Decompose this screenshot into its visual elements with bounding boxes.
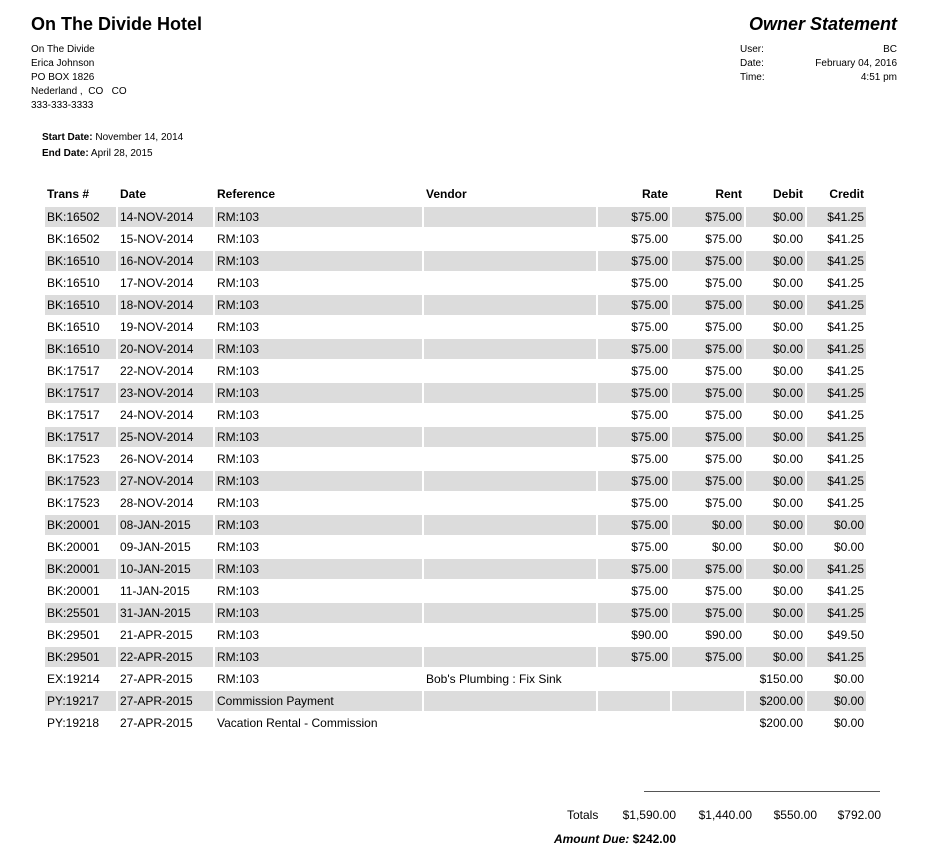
cell-rent: $0.00 xyxy=(711,540,742,554)
table-row xyxy=(45,317,866,337)
meta-value: BC xyxy=(883,44,897,55)
cell-debit: $200.00 xyxy=(759,716,803,730)
total-rent: $1,440.00 xyxy=(698,808,752,822)
table-row xyxy=(45,295,866,315)
cell-trans: BK:17517 xyxy=(47,364,100,378)
cell-rate: $75.00 xyxy=(598,647,670,667)
cell-trans: BK:17523 xyxy=(45,471,116,491)
cell-date: 28-NOV-2014 xyxy=(120,496,194,510)
col-debit: Debit xyxy=(773,187,803,201)
cell-date: 15-NOV-2014 xyxy=(120,232,194,246)
cell-rate: $75.00 xyxy=(631,452,668,466)
cell-rent: $75.00 xyxy=(705,584,742,598)
cell-trans: BK:17523 xyxy=(47,496,100,510)
cell-rate: $75.00 xyxy=(631,364,668,378)
cell-reference: RM:103 xyxy=(215,427,422,447)
table-header xyxy=(45,183,866,205)
cell-credit: $41.25 xyxy=(807,471,866,491)
cell-reference: RM:103 xyxy=(215,471,422,491)
cell-debit: $0.00 xyxy=(746,647,805,667)
cell-credit: $41.25 xyxy=(807,559,866,579)
cell-debit: $150.00 xyxy=(759,672,803,686)
cell-vendor xyxy=(424,713,596,733)
cell-rate: $75.00 xyxy=(598,251,670,271)
table-row xyxy=(45,229,866,249)
meta-date xyxy=(700,57,897,71)
cell-date: 21-APR-2015 xyxy=(120,628,193,642)
table-row xyxy=(45,273,866,293)
cell-debit: $0.00 xyxy=(772,408,803,422)
table-row xyxy=(45,559,866,579)
cell-trans: BK:16502 xyxy=(45,207,116,227)
cell-credit: $0.00 xyxy=(807,691,866,711)
cell-rent: $75.00 xyxy=(672,647,744,667)
col-rate: Rate xyxy=(641,187,668,201)
totals-divider xyxy=(644,791,880,792)
cell-rate: $75.00 xyxy=(598,515,670,535)
amount-due-value: $242.00 xyxy=(632,832,676,846)
cell-rent: $0.00 xyxy=(672,515,744,535)
cell-rate xyxy=(598,669,670,689)
cell-trans: BK:16510 xyxy=(47,276,100,290)
cell-debit: $0.00 xyxy=(746,339,805,359)
cell-vendor xyxy=(424,603,596,623)
table-row xyxy=(45,669,866,689)
table-row xyxy=(45,515,866,535)
cell-reference: RM:103 xyxy=(217,628,260,642)
col-date: Date xyxy=(120,187,147,201)
cell-trans: BK:29501 xyxy=(45,647,116,667)
cell-credit: $0.00 xyxy=(833,672,864,686)
cell-debit: $0.00 xyxy=(746,207,805,227)
cell-reference: RM:103 xyxy=(215,251,422,271)
cell-rent: $75.00 xyxy=(672,559,744,579)
end-date-label: End Date: xyxy=(42,148,89,159)
cell-reference: RM:103 xyxy=(215,603,422,623)
cell-rate: $75.00 xyxy=(631,320,668,334)
transactions-table xyxy=(43,181,868,735)
cell-rate: $75.00 xyxy=(598,383,670,403)
cell-rent: $75.00 xyxy=(672,603,744,623)
cell-credit: $41.25 xyxy=(827,276,864,290)
cell-credit: $41.25 xyxy=(827,452,864,466)
cell-credit: $41.25 xyxy=(827,496,864,510)
cell-debit: $0.00 xyxy=(746,383,805,403)
cell-date: 11-JAN-2015 xyxy=(120,584,190,598)
cell-credit: $41.25 xyxy=(807,207,866,227)
cell-reference: RM:103 xyxy=(217,584,260,598)
cell-debit: $0.00 xyxy=(746,471,805,491)
cell-rate: $75.00 xyxy=(598,427,670,447)
col-credit: Credit xyxy=(829,187,864,201)
start-date xyxy=(42,130,183,146)
cell-reference: RM:103 xyxy=(217,364,260,378)
cell-reference: RM:103 xyxy=(217,496,260,510)
cell-vendor xyxy=(424,405,596,425)
cell-debit: $0.00 xyxy=(746,603,805,623)
cell-date: 10-JAN-2015 xyxy=(118,559,213,579)
cell-rent: $75.00 xyxy=(705,276,742,290)
cell-credit: $41.25 xyxy=(807,339,866,359)
cell-debit: $0.00 xyxy=(746,251,805,271)
col-rent: Rent xyxy=(715,187,742,201)
cell-vendor xyxy=(424,515,596,535)
cell-reference: RM:103 xyxy=(215,295,422,315)
cell-date: 24-NOV-2014 xyxy=(120,408,194,422)
cell-trans: BK:20001 xyxy=(45,515,116,535)
cell-credit: $49.50 xyxy=(827,628,864,642)
cell-vendor xyxy=(424,229,596,249)
cell-reference: RM:103 xyxy=(215,339,422,359)
cell-vendor xyxy=(424,251,596,271)
hotel-name: On The Divide Hotel xyxy=(31,14,203,34)
cell-date: 23-NOV-2014 xyxy=(118,383,213,403)
address-line: 333-333-3333 xyxy=(31,100,94,111)
cell-date: 09-JAN-2015 xyxy=(120,540,191,554)
cell-date: 19-NOV-2014 xyxy=(120,320,194,334)
cell-reference: RM:103 xyxy=(215,647,422,667)
total-credit: $792.00 xyxy=(837,808,881,822)
cell-rate: $75.00 xyxy=(598,207,670,227)
cell-vendor xyxy=(424,427,596,447)
cell-date: 27-APR-2015 xyxy=(120,672,193,686)
start-date-value: November 14, 2014 xyxy=(95,132,184,143)
cell-debit: $0.00 xyxy=(772,628,803,642)
cell-vendor xyxy=(424,625,596,645)
cell-debit: $0.00 xyxy=(772,540,803,554)
cell-rent: $75.00 xyxy=(672,207,744,227)
cell-date: 20-NOV-2014 xyxy=(118,339,213,359)
cell-trans: EX:19214 xyxy=(47,672,100,686)
cell-vendor xyxy=(424,449,596,469)
cell-credit: $41.25 xyxy=(807,427,866,447)
table-row xyxy=(45,713,866,733)
cell-reference: RM:103 xyxy=(217,672,260,686)
cell-trans: BK:17517 xyxy=(45,383,116,403)
totals-label: Totals xyxy=(567,808,599,822)
cell-rate xyxy=(598,713,670,733)
cell-credit: $41.25 xyxy=(827,584,864,598)
cell-trans: BK:16510 xyxy=(47,320,100,334)
cell-trans: BK:17523 xyxy=(47,452,100,466)
cell-rate: $75.00 xyxy=(631,232,668,246)
cell-reference: RM:103 xyxy=(215,383,422,403)
meta-value: February 04, 2016 xyxy=(815,58,897,69)
cell-rent: $75.00 xyxy=(672,251,744,271)
cell-reference: RM:103 xyxy=(217,276,260,290)
meta-label: Time: xyxy=(740,72,765,83)
cell-debit: $0.00 xyxy=(746,295,805,315)
cell-vendor xyxy=(424,339,596,359)
cell-trans: BK:20001 xyxy=(45,559,116,579)
cell-rent xyxy=(672,691,744,711)
cell-reference: RM:103 xyxy=(215,207,422,227)
cell-rent: $75.00 xyxy=(672,471,744,491)
cell-rent: $75.00 xyxy=(705,496,742,510)
cell-debit: $0.00 xyxy=(772,320,803,334)
cell-debit: $0.00 xyxy=(772,452,803,466)
table-row xyxy=(45,493,866,513)
cell-rent: $75.00 xyxy=(705,452,742,466)
cell-vendor xyxy=(424,537,596,557)
cell-rate: $75.00 xyxy=(598,339,670,359)
cell-date: 18-NOV-2014 xyxy=(118,295,213,315)
table-row xyxy=(45,383,866,403)
cell-date: 22-APR-2015 xyxy=(118,647,213,667)
cell-rate: $75.00 xyxy=(631,496,668,510)
cell-vendor xyxy=(424,581,596,601)
cell-vendor xyxy=(424,691,596,711)
cell-date: 27-APR-2015 xyxy=(120,716,193,730)
address-line: On The Divide xyxy=(31,44,95,55)
cell-rate: $75.00 xyxy=(631,540,668,554)
owner-address xyxy=(31,43,127,113)
cell-trans: BK:17517 xyxy=(45,427,116,447)
cell-credit: $41.25 xyxy=(827,232,864,246)
cell-rate xyxy=(598,691,670,711)
cell-credit: $41.25 xyxy=(807,603,866,623)
cell-trans: BK:17517 xyxy=(47,408,100,422)
col-vendor: Vendor xyxy=(426,187,467,201)
cell-reference: RM:103 xyxy=(217,408,260,422)
meta-user xyxy=(700,43,897,57)
cell-debit: $0.00 xyxy=(772,232,803,246)
table-row xyxy=(45,361,866,381)
cell-date: 26-NOV-2014 xyxy=(120,452,194,466)
cell-date: 16-NOV-2014 xyxy=(118,251,213,271)
table-row xyxy=(45,537,866,557)
cell-credit: $41.25 xyxy=(807,251,866,271)
cell-credit: $41.25 xyxy=(827,364,864,378)
statement-title: Owner Statement xyxy=(748,14,897,34)
address-line: Nederland , CO CO xyxy=(31,86,127,97)
end-date xyxy=(42,146,183,162)
cell-debit: $0.00 xyxy=(746,515,805,535)
table-row xyxy=(45,691,866,711)
cell-debit: $0.00 xyxy=(772,276,803,290)
table-row xyxy=(45,581,866,601)
cell-rent: $75.00 xyxy=(672,383,744,403)
address-line: Erica Johnson xyxy=(31,58,95,69)
cell-trans: BK:20001 xyxy=(47,540,100,554)
meta-label: User: xyxy=(740,44,764,55)
cell-credit: $41.25 xyxy=(807,647,866,667)
col-trans: Trans # xyxy=(47,187,90,201)
cell-trans: BK:20001 xyxy=(47,584,100,598)
address-line: PO BOX 1826 xyxy=(31,72,95,83)
cell-reference: Vacation Rental - Commission xyxy=(217,716,378,730)
cell-rate: $75.00 xyxy=(598,295,670,315)
end-date-value: April 28, 2015 xyxy=(90,148,153,159)
cell-date: 14-NOV-2014 xyxy=(118,207,213,227)
cell-date: 17-NOV-2014 xyxy=(120,276,194,290)
cell-rate: $75.00 xyxy=(598,603,670,623)
cell-trans: BK:16510 xyxy=(45,339,116,359)
table-row xyxy=(45,427,866,447)
cell-rent xyxy=(672,669,744,689)
cell-vendor: Bob's Plumbing : Fix Sink xyxy=(426,672,562,686)
cell-credit: $0.00 xyxy=(833,716,864,730)
total-debit: $550.00 xyxy=(773,808,817,822)
cell-reference: RM:103 xyxy=(215,515,422,535)
cell-trans: PY:19218 xyxy=(47,716,100,730)
cell-vendor xyxy=(424,207,596,227)
cell-trans: BK:16510 xyxy=(45,295,116,315)
cell-rent: $75.00 xyxy=(672,295,744,315)
cell-credit: $0.00 xyxy=(833,540,864,554)
cell-vendor xyxy=(424,559,596,579)
table-row xyxy=(45,251,866,271)
cell-date: 27-APR-2015 xyxy=(118,691,213,711)
cell-vendor xyxy=(424,295,596,315)
cell-rent: $75.00 xyxy=(672,339,744,359)
cell-date: 27-NOV-2014 xyxy=(118,471,213,491)
cell-credit: $0.00 xyxy=(807,515,866,535)
table-row xyxy=(45,339,866,359)
cell-rate: $75.00 xyxy=(631,584,668,598)
cell-reference: RM:103 xyxy=(215,559,422,579)
cell-trans: PY:19217 xyxy=(45,691,116,711)
cell-rate: $75.00 xyxy=(598,559,670,579)
cell-trans: BK:16502 xyxy=(47,232,100,246)
cell-rate: $75.00 xyxy=(631,408,668,422)
cell-date: 22-NOV-2014 xyxy=(120,364,194,378)
cell-vendor xyxy=(424,493,596,513)
cell-vendor xyxy=(424,383,596,403)
cell-reference: RM:103 xyxy=(217,540,260,554)
cell-rent: $75.00 xyxy=(705,364,742,378)
table-row xyxy=(45,207,866,227)
table-row xyxy=(45,405,866,425)
cell-rent: $75.00 xyxy=(705,320,742,334)
cell-vendor xyxy=(424,317,596,337)
total-rate: $1,590.00 xyxy=(622,808,676,822)
cell-trans: BK:29501 xyxy=(47,628,100,642)
cell-reference: Commission Payment xyxy=(215,691,422,711)
cell-rent: $75.00 xyxy=(705,408,742,422)
cell-rent xyxy=(672,713,744,733)
cell-reference: RM:103 xyxy=(217,320,260,334)
meta-time xyxy=(700,71,897,85)
cell-debit: $0.00 xyxy=(746,559,805,579)
cell-reference: RM:103 xyxy=(217,232,260,246)
cell-trans: BK:16510 xyxy=(45,251,116,271)
table-body xyxy=(45,207,866,733)
cell-vendor xyxy=(424,471,596,491)
cell-date: 31-JAN-2015 xyxy=(118,603,213,623)
cell-reference: RM:103 xyxy=(217,452,260,466)
cell-debit: $0.00 xyxy=(772,364,803,378)
meta-value: 4:51 pm xyxy=(860,72,897,83)
cell-vendor xyxy=(424,361,596,381)
cell-debit: $0.00 xyxy=(746,427,805,447)
cell-debit: $0.00 xyxy=(772,584,803,598)
cell-date: 08-JAN-2015 xyxy=(118,515,213,535)
cell-rent: $75.00 xyxy=(672,427,744,447)
table-row xyxy=(45,471,866,491)
report-meta xyxy=(700,43,897,85)
start-date-label: Start Date: xyxy=(42,132,93,143)
cell-rent: $75.00 xyxy=(705,232,742,246)
amount-due-label: Amount Due: xyxy=(553,832,630,846)
cell-credit: $41.25 xyxy=(827,408,864,422)
cell-credit: $41.25 xyxy=(827,320,864,334)
cell-trans: BK:25501 xyxy=(45,603,116,623)
table-row xyxy=(45,603,866,623)
cell-rate: $75.00 xyxy=(631,276,668,290)
cell-vendor xyxy=(424,273,596,293)
cell-date: 25-NOV-2014 xyxy=(118,427,213,447)
cell-rent: $90.00 xyxy=(705,628,742,642)
meta-label: Date: xyxy=(740,58,764,69)
cell-debit: $0.00 xyxy=(772,496,803,510)
cell-rate: $90.00 xyxy=(631,628,668,642)
table-row xyxy=(45,449,866,469)
statement-period xyxy=(42,130,183,162)
cell-vendor xyxy=(424,647,596,667)
table-row xyxy=(45,647,866,667)
col-reference: Reference xyxy=(217,187,276,201)
amount-due xyxy=(554,832,676,846)
cell-debit: $200.00 xyxy=(746,691,805,711)
cell-credit: $41.25 xyxy=(807,295,866,315)
cell-credit: $41.25 xyxy=(807,383,866,403)
cell-rate: $75.00 xyxy=(598,471,670,491)
table-row xyxy=(45,625,866,645)
